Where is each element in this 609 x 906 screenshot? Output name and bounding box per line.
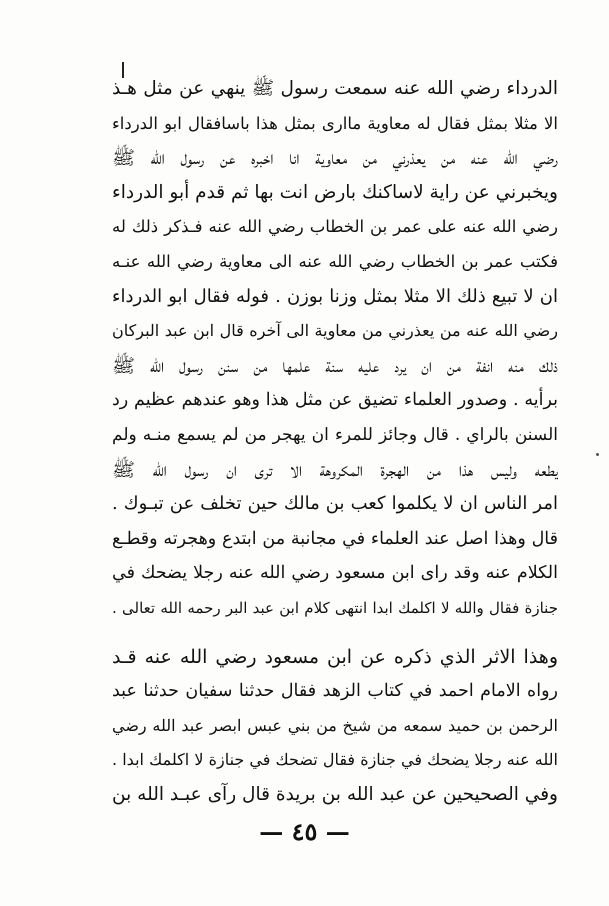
text-line-13: امر الناس ان لا يكلموا كعب بن مالك حين تخلف عن تبـوك . (112, 493, 558, 515)
text-line-20: الله عنه رجلا يضحك في جنازة فقال تضحك في جنازة لا اكلمك ابدا . (112, 750, 558, 770)
text-line-21: وفي الصحيحين عن عبد الله بن بريدة قال رآى عبـد الله بن (112, 783, 558, 805)
text-line-9: ذلك منه انفة من ان يرد عليه سنة علمها من سنن رسول الله ﷺ (112, 354, 558, 377)
text-line-19: الرحمن بن حميد سمعه من شيخ من بني عبس ابصر عبد الله رضي (112, 715, 558, 735)
text-line-11: السنن بالراي . قال وجائز للمرء ان يهجر من لم يسمع منـه ولم (112, 424, 558, 445)
text-line-3: رضي الله عنه من يعذرني من معاوية انا اخبره عن رسول الله ﷺ (112, 147, 558, 170)
edge-dot (596, 453, 599, 456)
text-line-17: وهذا الاثر الذي ذكره عن ابن مسعود رضي الله عنه قـد (112, 645, 558, 668)
page-number: — ٤٥ — (259, 817, 350, 846)
text-line-12: يطعه وليس هذا من الهجرة المكروهة الا ترى ان رسول الله ﷺ (112, 458, 558, 481)
text-line-1: الدرداء رضي الله عنه سمعت رسول ﷺ ينهي عن مثل هـذ (112, 78, 558, 99)
text-line-4: ويخبرني عن راية لاساكنك بارض انت بها ثم قدم أبو الدرداء (112, 181, 558, 203)
text-line-16: جنازة فقال والله لا اكلمك ابدا انتهى كلام ابن عبد البر رحمه الله تعالى . (112, 598, 558, 617)
text-line-2: الا مثلا بمثل فقال له معاوية ماارى بمثل هذا باسافقال ابو الدرداء (112, 113, 558, 133)
text-line-6: فكتب عمر بن الخطاب رضي الله عنه الى معاوية رضي الله عنـه (112, 251, 558, 271)
text-line-18: رواه الامام احمد في كتاب الزهد فقال حدثنا سفيان حدثنا عبد (112, 681, 558, 702)
body-text (112, 72, 558, 812)
paragraph-gap (112, 626, 558, 640)
text-line-8: رضي الله عنه من يعذرني من معاوية الى آخره قال ابن عبد البركان (112, 321, 558, 341)
text-line-15: الكلام عنه وقد راى ابن مسعود رضي الله عنه رجلا يضحك في (112, 563, 558, 584)
text-line-7: ان لا تبيع ذلك الا مثلا بمثل وزنا بوزن . فوله فقال ابو الدرداء (112, 285, 558, 307)
text-line-5: رضي الله عنه على عمر بن الخطاب رضي الله عنه فـذكر ذلك له (112, 217, 558, 237)
text-line-14: قال وهذا اصل عند العلماء في مجانبة من ابتدع وهجرته وقطـع (112, 528, 558, 549)
text-line-10: برأيه . وصدور العلماء تضيق عن مثل هذا وهو عندهم عظيم رد (112, 390, 558, 411)
